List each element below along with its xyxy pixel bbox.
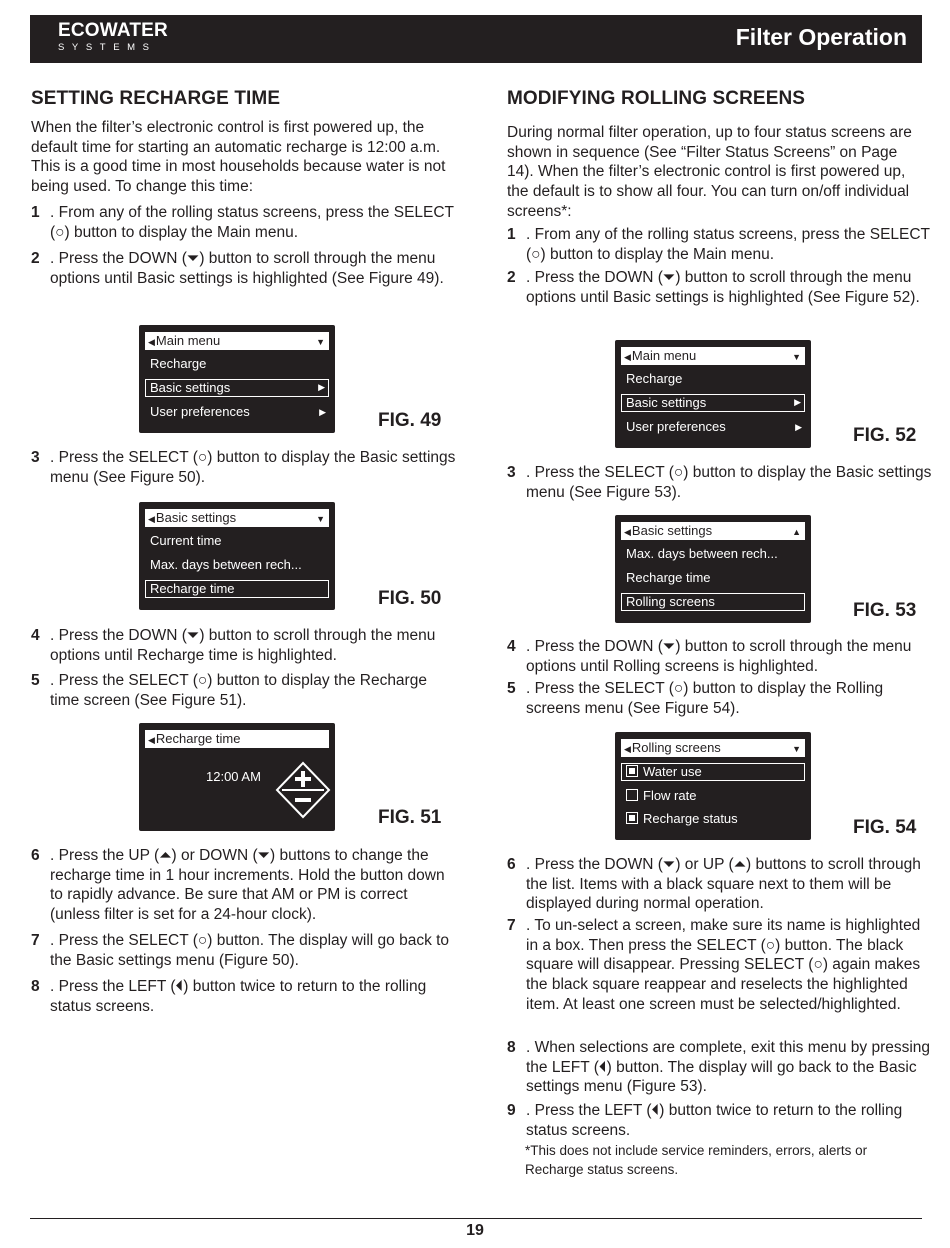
- step-number: 4: [507, 638, 516, 655]
- left-step-1: [31, 203, 456, 242]
- checked-square-icon: [626, 812, 638, 824]
- left-arrow-icon: ◀: [624, 744, 631, 754]
- fig53-display: [615, 515, 811, 623]
- screen-title: ◀Rolling screens ▼: [621, 739, 805, 757]
- step-number: 3: [31, 449, 40, 466]
- fig54-label: FIG. 54: [853, 817, 917, 838]
- step-number: 9: [507, 1102, 516, 1119]
- step-text: . Press the DOWN (⏷) button to scroll through the menu options until Recharge time is highlighted.: [50, 627, 436, 664]
- menu-item: Recharge: [626, 371, 683, 386]
- step-text: . Press the DOWN (⏷) button to scroll through the menu options until Basic settings is highlighted (See Figure 52).: [526, 269, 920, 306]
- chevron-down-icon: ▼: [316, 337, 325, 347]
- menu-item: User preferences ▶: [626, 419, 802, 434]
- footer-rule: [30, 1218, 922, 1219]
- step-number: 6: [31, 847, 40, 864]
- fig53-label: FIG. 53: [853, 600, 917, 621]
- step-text: . Press the SELECT (○) button to display the Rolling screens menu (See Figure 54).: [526, 680, 884, 717]
- step-text: . From any of the rolling status screens, press the SELECT (○) button to display the Main menu.: [526, 226, 930, 263]
- right-arrow-icon: ▶: [794, 397, 801, 407]
- up-down-arrows-icon: [275, 761, 331, 819]
- step-text: . Press the LEFT (⏴) button twice to return to the rolling status screens.: [526, 1102, 903, 1139]
- menu-item: User preferences ▶: [150, 404, 326, 419]
- recharge-time-value: 12:00 AM: [206, 769, 261, 784]
- fig52-display: [615, 340, 811, 448]
- step-text: . Press the DOWN (⏷) button to scroll through the menu options until Basic settings is highlighted (See Figure 49).: [50, 250, 444, 287]
- step-number: 8: [507, 1039, 516, 1056]
- left-arrow-icon: ◀: [148, 337, 155, 347]
- right-step-4: [507, 637, 932, 676]
- step-number: 2: [31, 250, 40, 267]
- step-number: 2: [507, 269, 516, 286]
- chevron-up-icon: ▲: [792, 527, 801, 537]
- checklist-item: Recharge status: [621, 810, 805, 828]
- step-number: 1: [31, 204, 40, 221]
- screen-title: ◀Basic settings ▲: [621, 522, 805, 540]
- section-title: Filter Operation: [735, 24, 907, 50]
- brand-logo-subtitle: SYSTEMS: [58, 42, 157, 53]
- fig49-label: FIG. 49: [378, 410, 442, 431]
- step-text: . Press the SELECT (○) button to display the Basic settings menu (See Figure 53).: [526, 464, 932, 501]
- checked-square-icon: [626, 765, 638, 777]
- step-number: 8: [31, 978, 40, 995]
- step-text: . Press the UP (⏶) or DOWN (⏷) buttons to change the recharge time in 1 hour increments. Hold the button down to rapidly advance. Be sure that AM or PM is correct (unless filter is set for a 24-hour clock).: [50, 847, 445, 924]
- unchecked-square-icon: [626, 789, 638, 801]
- right-heading: MODIFYING ROLLING SCREENS: [507, 88, 806, 109]
- step-text: . From any of the rolling status screens, press the SELECT (○) button to display the Main menu.: [50, 204, 454, 241]
- right-step-6: [507, 855, 932, 914]
- chevron-down-icon: ▼: [792, 744, 801, 754]
- chevron-down-icon: ▼: [316, 514, 325, 524]
- step-number: 4: [31, 627, 40, 644]
- step-text: . When selections are complete, exit this menu by pressing the LEFT (⏴) button. The display will go back to the Basic settings menu (Figure 53).: [526, 1039, 931, 1096]
- left-step-7: [31, 931, 456, 970]
- step-text: . Press the SELECT (○) button to display the Basic settings menu (See Figure 50).: [50, 449, 456, 486]
- left-arrow-icon: ◀: [624, 352, 631, 362]
- right-step-1: [507, 225, 932, 264]
- right-arrow-icon: ▶: [318, 382, 325, 392]
- menu-item-selected: Basic settings ▶: [145, 379, 329, 397]
- left-arrow-icon: ◀: [148, 514, 155, 524]
- fig54-display: [615, 732, 811, 840]
- step-number: 7: [507, 917, 516, 934]
- step-text: . Press the DOWN (⏷) button to scroll through the menu options until Rolling screens is highlighted.: [526, 638, 912, 675]
- left-step-8: [31, 977, 456, 1016]
- right-step-3: [507, 463, 932, 502]
- right-step-5: [507, 679, 932, 718]
- left-intro: When the filter’s electronic control is first powered up, the default time for starting an automatic recharge is 12:00 a.m. This is a good time in most households because water is not being used. To change this time:: [31, 119, 446, 196]
- menu-item-selected: Rolling screens: [621, 593, 805, 611]
- fig49-display: [139, 325, 335, 433]
- menu-item-selected: Basic settings ▶: [621, 394, 805, 412]
- menu-item: Recharge: [150, 356, 207, 371]
- left-step-3: [31, 448, 456, 487]
- screen-title: ◀Recharge time: [145, 730, 329, 748]
- step-number: 5: [507, 680, 516, 697]
- menu-item: Max. days between rech...: [150, 557, 302, 572]
- left-step-2: [31, 249, 456, 288]
- menu-item: Current time: [150, 533, 222, 548]
- left-step-4: [31, 626, 456, 665]
- chevron-down-icon: ▼: [792, 352, 801, 362]
- brand-logo: ECOWATER: [58, 20, 168, 41]
- left-step-6: [31, 846, 456, 925]
- page-number: 19: [466, 1222, 484, 1239]
- fig51-label: FIG. 51: [378, 807, 442, 828]
- step-text: . Press the SELECT (○) button. The display will go back to the Basic settings menu (Figure 50).: [50, 932, 450, 969]
- right-arrow-icon: ▶: [319, 407, 326, 417]
- right-step-9: [507, 1101, 932, 1140]
- header-bar: [30, 15, 922, 63]
- step-number: 6: [507, 856, 516, 873]
- right-step-2: [507, 268, 932, 307]
- step-number: 3: [507, 464, 516, 481]
- right-arrow-icon: ▶: [795, 422, 802, 432]
- screen-title: ◀Main menu ▼: [145, 332, 329, 350]
- step-number: 7: [31, 932, 40, 949]
- screen-title: ◀Basic settings ▼: [145, 509, 329, 527]
- checklist-item: Flow rate: [621, 787, 805, 805]
- fig52-label: FIG. 52: [853, 425, 917, 446]
- menu-item: Max. days between rech...: [626, 546, 778, 561]
- screen-title: ◀Main menu ▼: [621, 347, 805, 365]
- step-text: . Press the LEFT (⏴) button twice to return to the rolling status screens.: [50, 978, 427, 1015]
- menu-item-selected: Recharge time: [145, 580, 329, 598]
- step-number: 5: [31, 672, 40, 689]
- left-step-5: [31, 671, 456, 710]
- step-text: . Press the SELECT (○) button to display the Recharge time screen (See Figure 51).: [50, 672, 427, 709]
- right-step-8: [507, 1038, 932, 1097]
- left-heading: SETTING RECHARGE TIME: [31, 88, 281, 109]
- step-text: . Press the DOWN (⏷) or UP (⏶) buttons to scroll through the list. Items with a black square next to them will be displayed during normal operation.: [526, 856, 921, 913]
- fig51-display: [139, 723, 335, 831]
- fig50-label: FIG. 50: [378, 588, 442, 609]
- footnote: *This does not include service reminders, errors, alerts or Recharge status screens.: [525, 1143, 868, 1177]
- right-step-7: [507, 916, 932, 1015]
- right-intro: During normal filter operation, up to four status screens are shown in sequence (See “Filter Status Screens” on Page 14). When the filter’s electronic control is first powered up, the default is to show all four. You can turn on/off individual screens*:: [507, 124, 912, 220]
- step-number: 1: [507, 226, 516, 243]
- checklist-item-selected: Water use: [621, 763, 805, 781]
- left-arrow-icon: ◀: [148, 735, 155, 745]
- menu-item: Recharge time: [626, 570, 711, 585]
- step-text: . To un-select a screen, make sure its name is highlighted in a box. Then press the SELECT (○) button. The black square will disappear. Pressing SELECT (○) again makes the black square reappear and reselects the highlighted item. At least one screen must be selected/highlighted.: [526, 917, 921, 1013]
- fig50-display: [139, 502, 335, 610]
- left-arrow-icon: ◀: [624, 527, 631, 537]
